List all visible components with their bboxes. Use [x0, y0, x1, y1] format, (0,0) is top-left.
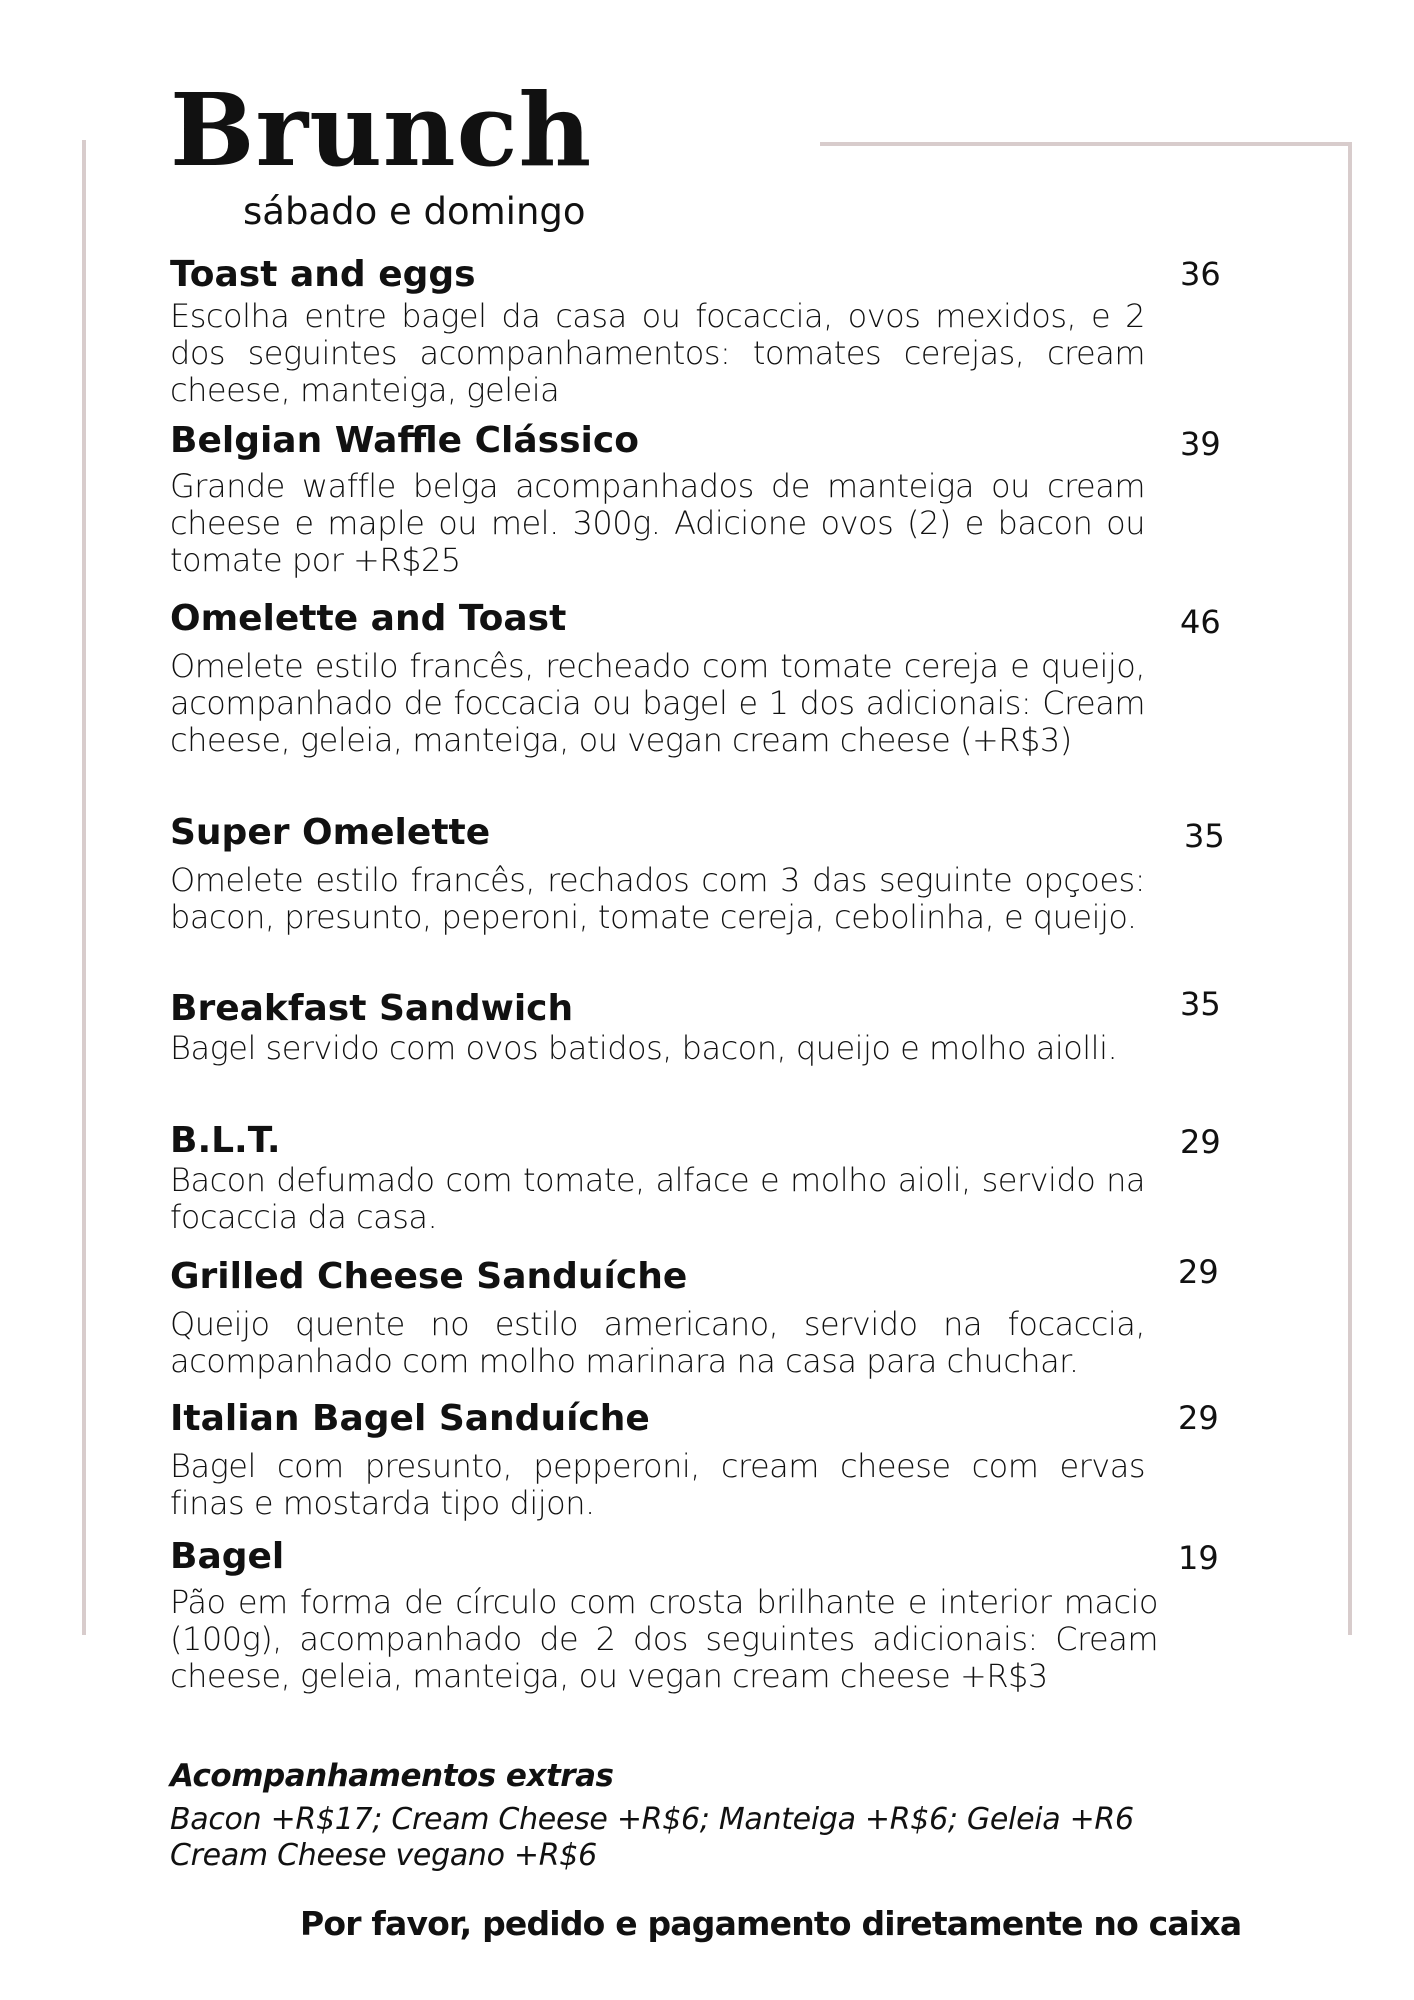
page-subtitle: sábado e domingo	[243, 190, 586, 233]
menu-item	[170, 1120, 1250, 1236]
menu-item-name: Breakfast Sandwich	[170, 988, 574, 1029]
menu-item-description: Grande waffle belga acompanhados de manteiga ou cream cheese e maple ou mel. 300g. Adicione ovos (2) e bacon ou tomate por +R$25	[170, 467, 1145, 579]
frame-top-line	[820, 142, 1352, 146]
menu-item-description: Bagel servido com ovos batidos, bacon, queijo e molho aiolli.	[170, 1029, 1118, 1067]
menu-item	[170, 812, 1250, 936]
menu-item-name: Bagel	[170, 1536, 285, 1577]
menu-item-price: 29	[1178, 1399, 1219, 1437]
menu-item-name: Omelette and Toast	[170, 598, 567, 639]
frame-left-line	[82, 140, 86, 1635]
menu-item-description: Pão em forma de círculo com crosta brilhante e interior macio (100g), acompanhado de 2 dos seguintes adicionais: Cream cheese, geleia, manteiga, ou vegan cream cheese +R$3	[170, 1583, 1158, 1695]
menu-item-price: 46	[1180, 603, 1221, 641]
frame-right-line	[1348, 146, 1352, 1635]
menu-item-name: Toast and eggs	[170, 254, 476, 295]
extras-title: Acompanhamentos extras	[170, 1758, 614, 1794]
menu-item	[170, 1398, 1250, 1522]
menu-item-name: Super Omelette	[170, 812, 491, 853]
menu-item-name: B.L.T.	[170, 1120, 281, 1161]
extras-line: Bacon +R$17; Cream Cheese +R$6; Manteiga +R$6; Geleia +R6	[170, 1802, 1134, 1837]
menu-item	[170, 420, 1250, 579]
menu-item-price: 29	[1178, 1253, 1219, 1291]
menu-item-name: Belgian Waffle Clássico	[170, 420, 639, 461]
menu-item-price: 19	[1178, 1539, 1219, 1577]
menu-item-price: 29	[1180, 1123, 1221, 1161]
menu-item-price: 36	[1180, 255, 1221, 293]
menu-item-price: 35	[1184, 817, 1225, 855]
menu-item-name: Italian Bagel Sanduíche	[170, 1398, 650, 1439]
menu-item-description: Bagel com presunto, pepperoni, cream cheese com ervas finas e mostarda tipo dijon.	[170, 1447, 1145, 1522]
menu-item-description: Queijo quente no estilo americano, servido na focaccia, acompanhado com molho marinara na casa para chuchar.	[170, 1305, 1145, 1380]
menu-item-description: Omelete estilo francês, rechados com 3 das seguinte opçoes: bacon, presunto, peperoni, tomate cereja, cebolinha, e queijo.	[170, 861, 1145, 936]
footer-note: Por favor, pedido e pagamento diretamente no caixa	[300, 1904, 1242, 1943]
menu-item	[170, 598, 1250, 759]
menu-item-description: Omelete estilo francês, recheado com tomate cereja e queijo, acompanhado de foccacia ou bagel e 1 dos adicionais: Cream cheese, geleia, manteiga, ou vegan cream cheese (+R$3)	[170, 647, 1145, 759]
extras-line: Cream Cheese vegano +R$6	[170, 1838, 597, 1873]
menu-item-name: Grilled Cheese Sanduíche	[170, 1256, 688, 1297]
menu-item-description: Escolha entre bagel da casa ou focaccia, ovos mexidos, e 2 dos seguintes acompanhamentos: tomates cerejas, cream cheese, manteiga, geleia	[170, 297, 1145, 409]
menu-item-price: 39	[1180, 425, 1221, 463]
menu-item	[170, 1253, 1250, 1380]
page-title: Brunch	[170, 71, 593, 189]
menu-item-description: Bacon defumado com tomate, alface e molho aioli, servido na focaccia da casa.	[170, 1161, 1145, 1236]
menu-item-price: 35	[1180, 985, 1221, 1023]
menu-item	[170, 254, 1250, 409]
menu-item	[170, 1536, 1250, 1695]
menu-item	[170, 985, 1250, 1067]
